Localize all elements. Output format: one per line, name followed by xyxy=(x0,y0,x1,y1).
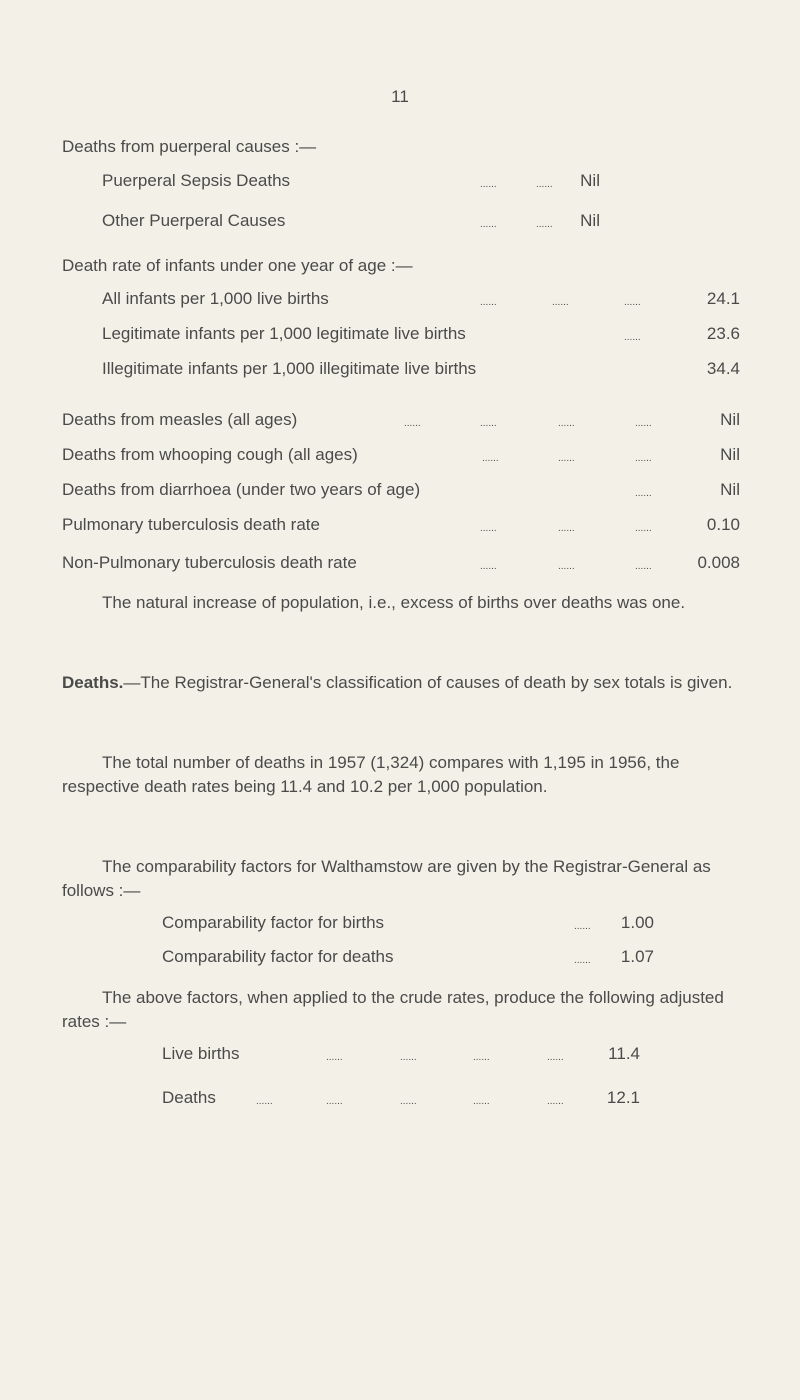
row-label: Deaths xyxy=(162,1088,216,1107)
page-number: 11 xyxy=(391,87,409,106)
row-value: 1.00 xyxy=(620,913,654,932)
row-value: 1.07 xyxy=(620,947,654,966)
table-row xyxy=(102,211,600,235)
row-label: Live births xyxy=(162,1044,240,1063)
table-row xyxy=(102,359,740,383)
row-label: All infants per 1,000 live births xyxy=(102,289,329,308)
row-label: Deaths from diarrhoea (under two years of age) xyxy=(62,480,421,499)
leader-dots: ...... xyxy=(400,1052,417,1063)
leader-dots: ...... xyxy=(482,453,499,464)
leader-dots: ...... xyxy=(574,955,591,966)
row-value: 12.1 xyxy=(606,1088,640,1107)
leader-dots: ...... xyxy=(404,418,421,429)
row-label: Other Puerperal Causes xyxy=(102,211,286,230)
leader-dots: ...... xyxy=(635,523,652,534)
paragraph-adjusted: The above factors, when applied to the crude rates, produce the following adjusted rates :— xyxy=(62,988,724,1031)
paragraph-deaths xyxy=(62,671,740,695)
row-label: Legitimate infants per 1,000 legitimate live births xyxy=(102,324,466,343)
deaths-text: —The Registrar-General's classification of causes of death by sex totals is given. xyxy=(123,673,733,692)
leader-dots: ...... xyxy=(326,1096,343,1107)
row-label: Non-Pulmonary tuberculosis death rate xyxy=(62,553,357,572)
leader-dots: ...... xyxy=(635,418,652,429)
row-label: Comparability factor for births xyxy=(162,913,385,932)
table-row xyxy=(62,480,740,504)
leader-dots: ...... xyxy=(635,561,652,572)
paragraph-total-deaths: The total number of deaths in 1957 (1,324) compares with 1,195 in 1956, the respective death rates being 11.4 and 10.2 per 1,000 population. xyxy=(62,753,680,796)
puerperal-heading: Deaths from puerperal causes :— xyxy=(62,137,317,156)
leader-dots: ...... xyxy=(635,453,652,464)
leader-dots: ...... xyxy=(400,1096,417,1107)
leader-dots: ...... xyxy=(473,1052,490,1063)
table-row xyxy=(162,1044,640,1068)
leader-dots: ...... xyxy=(558,561,575,572)
row-value: 0.10 xyxy=(706,515,740,534)
row-label: Deaths from measles (all ages) xyxy=(62,410,298,429)
leader-dots: ...... xyxy=(558,418,575,429)
paragraph-natural-increase: The natural increase of population, i.e., excess of births over deaths was one. xyxy=(102,593,686,612)
table-row xyxy=(62,515,740,539)
row-value: 23.6 xyxy=(706,324,740,343)
row-value: Nil xyxy=(580,171,600,190)
leader-dots: ...... xyxy=(635,488,652,499)
row-value: 34.4 xyxy=(706,359,740,378)
leader-dots: ...... xyxy=(480,219,497,230)
table-row xyxy=(162,913,654,937)
leader-dots: ...... xyxy=(558,453,575,464)
leader-dots: ...... xyxy=(480,179,497,190)
leader-dots: ...... xyxy=(473,1096,490,1107)
paragraph-comparability: The comparability factors for Walthamstow are given by the Registrar-General as follows :— xyxy=(62,857,711,900)
row-value: Nil xyxy=(720,410,740,429)
row-value: Nil xyxy=(720,480,740,499)
row-label: Deaths from whooping cough (all ages) xyxy=(62,445,358,464)
row-value: Nil xyxy=(580,211,600,230)
table-row xyxy=(62,410,740,434)
table-row xyxy=(102,289,740,313)
row-label: Pulmonary tuberculosis death rate xyxy=(62,515,320,534)
leader-dots: ...... xyxy=(480,523,497,534)
leader-dots: ...... xyxy=(547,1052,564,1063)
leader-dots: ...... xyxy=(547,1096,564,1107)
table-row xyxy=(62,553,740,577)
infant-heading: Death rate of infants under one year of age :— xyxy=(62,256,413,275)
table-row xyxy=(162,947,654,971)
leader-dots: ...... xyxy=(480,418,497,429)
leader-dots: ...... xyxy=(624,332,641,343)
row-label: Comparability factor for deaths xyxy=(162,947,394,966)
leader-dots: ...... xyxy=(552,297,569,308)
leader-dots: ...... xyxy=(574,921,591,932)
leader-dots: ...... xyxy=(480,297,497,308)
row-value: Nil xyxy=(720,445,740,464)
leader-dots: ...... xyxy=(256,1096,273,1107)
leader-dots: ...... xyxy=(536,179,553,190)
deaths-heading: Deaths. xyxy=(62,673,124,692)
row-value: 0.008 xyxy=(697,553,740,572)
table-row xyxy=(102,171,600,195)
table-row xyxy=(102,324,740,348)
leader-dots: ...... xyxy=(536,219,553,230)
table-row xyxy=(62,445,740,469)
leader-dots: ...... xyxy=(326,1052,343,1063)
leader-dots: ...... xyxy=(480,561,497,572)
row-value: 24.1 xyxy=(706,289,740,308)
leader-dots: ...... xyxy=(558,523,575,534)
leader-dots: ...... xyxy=(624,297,641,308)
table-row xyxy=(162,1088,640,1112)
row-label: Puerperal Sepsis Deaths xyxy=(102,171,291,190)
row-label: Illegitimate infants per 1,000 illegitimate live births xyxy=(102,359,477,378)
row-value: 11.4 xyxy=(608,1044,640,1063)
